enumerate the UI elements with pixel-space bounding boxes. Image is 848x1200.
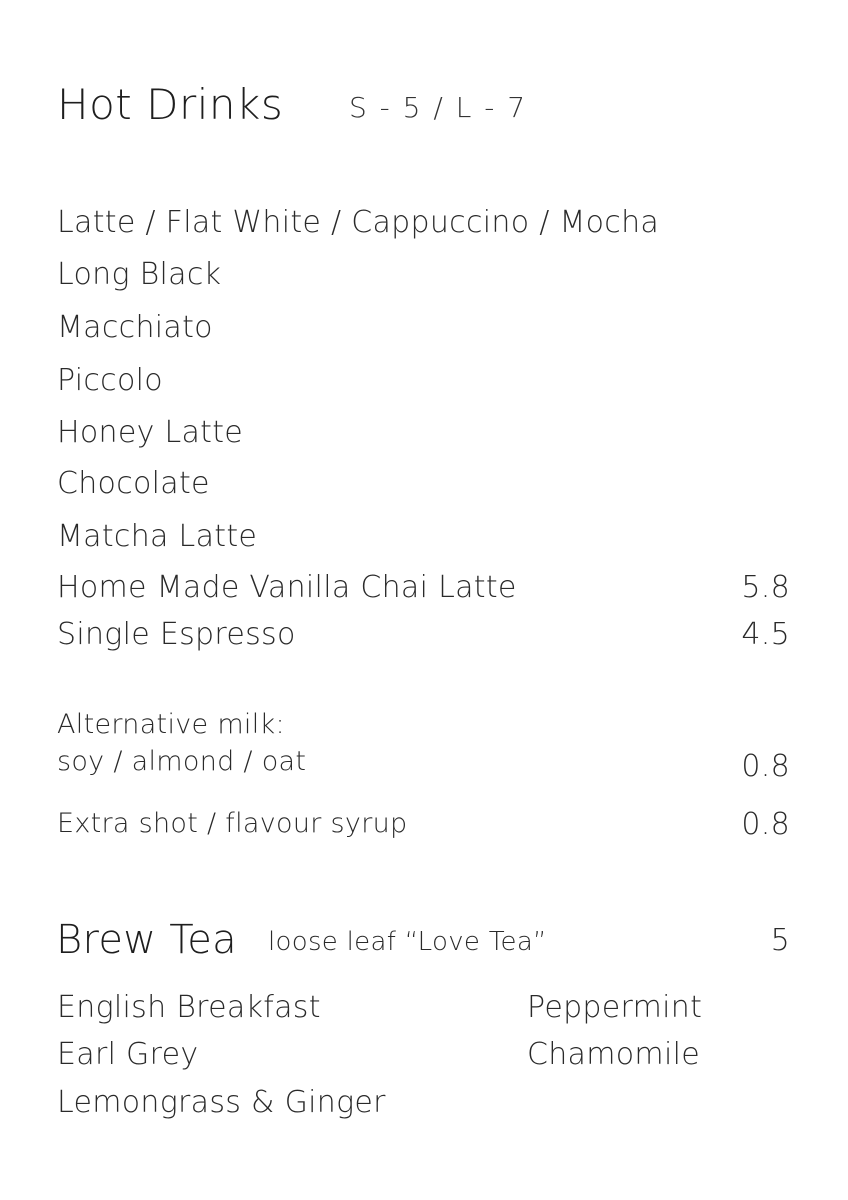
extra-shot-syrup-label: Extra shot / flavour syrup <box>57 808 408 839</box>
hot-drinks-size-prices: S - 5 / L - 7 <box>349 91 528 124</box>
menu-item-macchiato: Macchiato <box>57 310 213 345</box>
menu-item-long-black: Long Black <box>57 257 222 292</box>
tea-earl-grey: Earl Grey <box>57 1037 199 1072</box>
tea-english-breakfast: English Breakfast <box>57 990 321 1025</box>
brew-tea-title: Brew Tea <box>56 917 237 963</box>
alternative-milk-label: Alternative milk: <box>57 709 285 740</box>
menu-item-honey-latte: Honey Latte <box>57 415 244 450</box>
price-vanilla-chai-latte: 5.8 <box>741 570 790 605</box>
price-brew-tea: 5 <box>770 923 790 958</box>
price-alternative-milk: 0.8 <box>741 749 790 784</box>
tea-peppermint: Peppermint <box>527 990 703 1025</box>
menu-item-vanilla-chai-latte: Home Made Vanilla Chai Latte <box>57 570 517 605</box>
brew-tea-subtitle: loose leaf “Love Tea” <box>268 927 547 957</box>
tea-lemongrass-ginger: Lemongrass & Ginger <box>57 1085 386 1120</box>
price-single-espresso: 4.5 <box>741 617 790 652</box>
menu-item-chocolate: Chocolate <box>57 466 210 501</box>
menu-item-matcha-latte: Matcha Latte <box>57 519 258 554</box>
tea-chamomile: Chamomile <box>527 1037 700 1072</box>
hot-drinks-title: Hot Drinks <box>57 80 284 129</box>
menu-item-single-espresso: Single Espresso <box>57 617 296 652</box>
menu-item-latte-flatwhite-cappuccino-mocha: Latte / Flat White / Cappuccino / Mocha <box>57 205 660 240</box>
price-extra-shot-syrup: 0.8 <box>741 807 790 842</box>
menu-item-piccolo: Piccolo <box>57 363 163 398</box>
alternative-milk-options: soy / almond / oat <box>57 746 307 777</box>
